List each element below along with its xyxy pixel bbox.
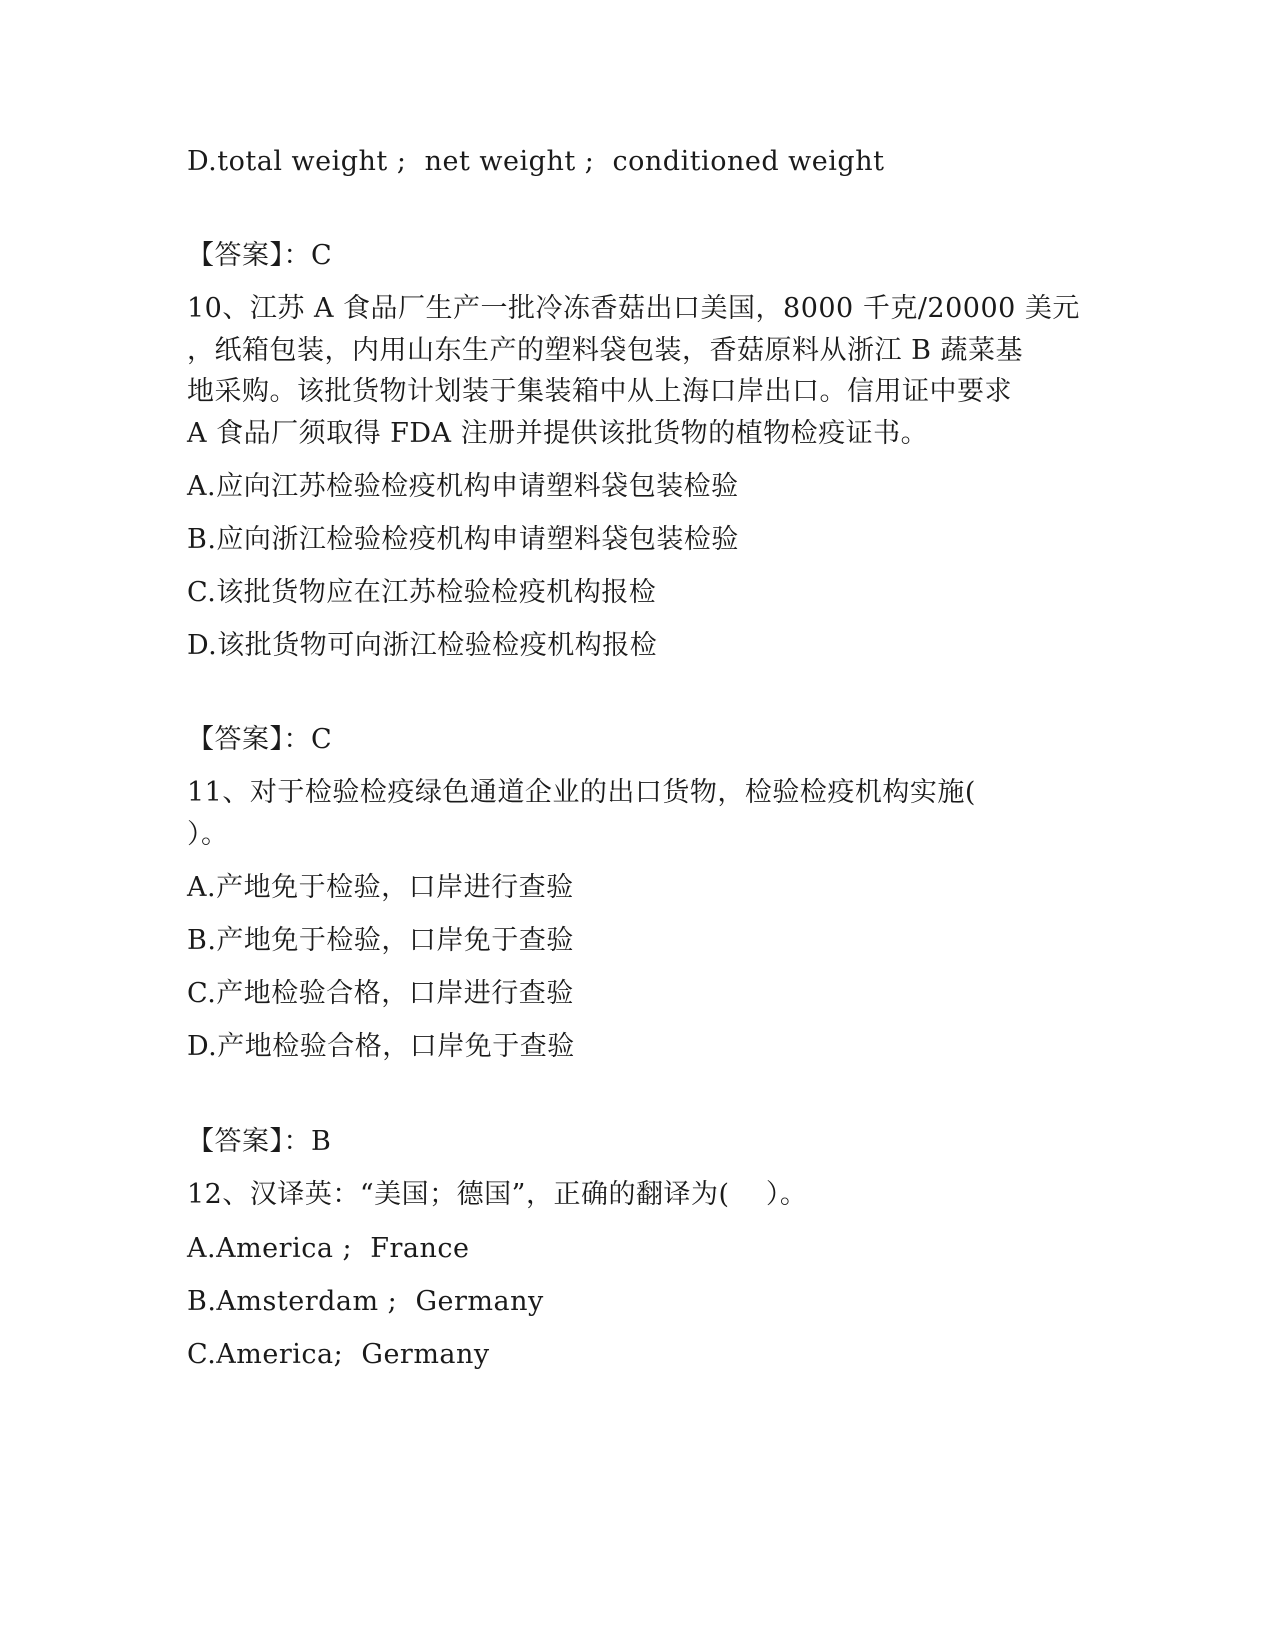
q9-option-d: D.total weight ; net weight ; conditioned weight — [187, 146, 885, 177]
q10-stem-line-2: ，纸箱包装，内用山东生产的塑料袋包装，香菇原料从浙江 B 蔬菜基 — [187, 335, 1024, 366]
q12-stem: 12、汉译英：“美国；德国”，正确的翻译为( ）。 — [187, 1179, 808, 1210]
q10-option-a: A.应向江苏检验检疫机构申请塑料袋包装检验 — [187, 471, 739, 502]
q10-stem-line-4: A 食品厂须取得 FDA 注册并提供该批货物的植物检疫证书。 — [187, 418, 929, 449]
q12-option-a: A.America ; France — [187, 1233, 470, 1264]
q10-option-c: C.该批货物应在江苏检验检疫机构报检 — [187, 577, 657, 608]
q11-stem-line-2: ）。 — [187, 819, 229, 850]
q10-answer: 【答案】：C — [187, 724, 333, 755]
q11-option-a: A.产地免于检验，口岸进行查验 — [187, 872, 574, 903]
q10-option-d: D.该批货物可向浙江检验检疫机构报检 — [187, 630, 658, 661]
q12-option-b: B.Amsterdam ; Germany — [187, 1286, 544, 1317]
q11-option-b: B.产地免于检验，口岸免于查验 — [187, 925, 574, 956]
q10-stem-line-3: 地采购。该批货物计划装于集装箱中从上海口岸出口。信用证中要求 — [187, 376, 1012, 407]
q10-stem-line-1: 10、江苏 A 食品厂生产一批冷冻香菇出口美国，8000 千克/20000 美元 — [187, 293, 1080, 324]
q10-option-b: B.应向浙江检验检疫机构申请塑料袋包装检验 — [187, 524, 739, 555]
q11-option-d: D.产地检验合格，口岸免于查验 — [187, 1031, 575, 1062]
q11-option-c: C.产地检验合格，口岸进行查验 — [187, 978, 574, 1009]
q12-option-c: C.America; Germany — [187, 1339, 490, 1370]
q11-answer: 【答案】：B — [187, 1126, 332, 1157]
q11-stem-line-1: 11、对于检验检疫绿色通道企业的出口货物，检验检疫机构实施( — [187, 777, 976, 808]
q9-answer: 【答案】：C — [187, 240, 333, 271]
